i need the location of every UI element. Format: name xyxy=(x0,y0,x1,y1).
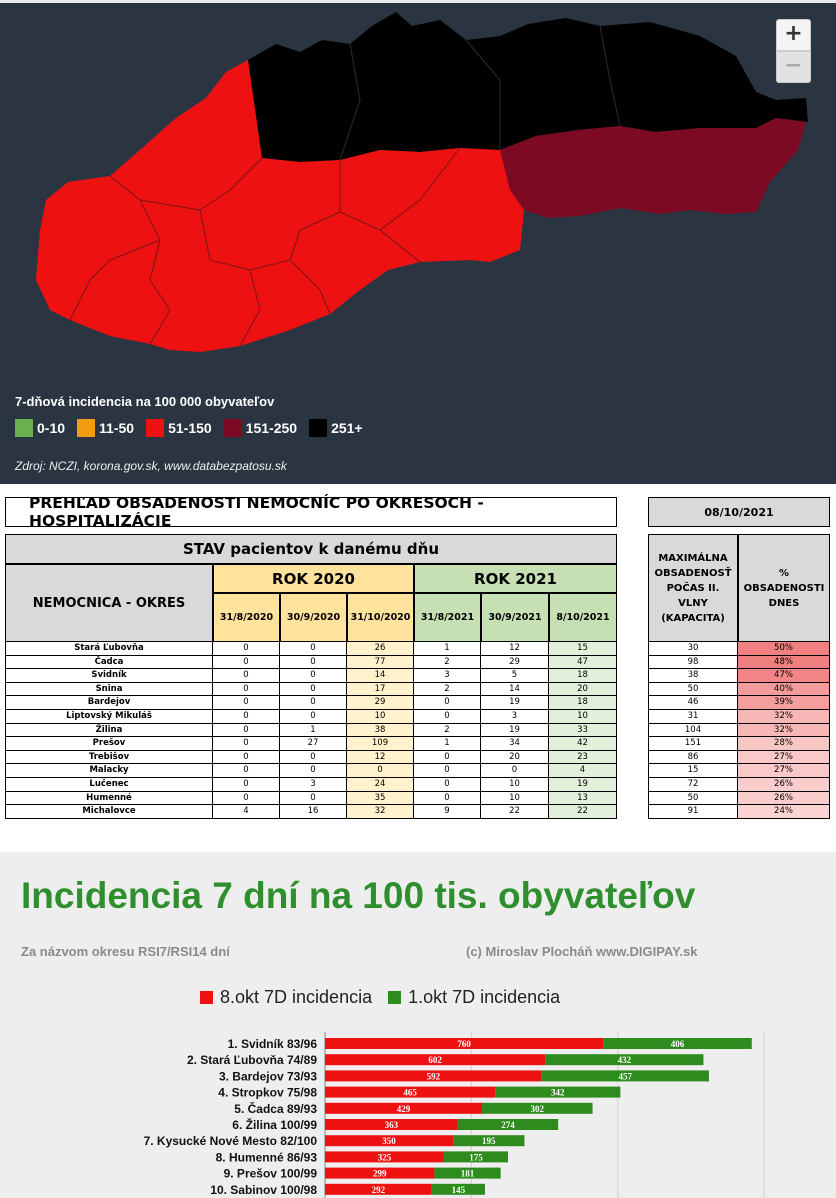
table-cell: 0 xyxy=(213,751,280,765)
table-cell: 3 xyxy=(414,669,481,683)
table-date: 08/10/2021 xyxy=(648,497,830,527)
table-cell: 0 xyxy=(280,764,347,778)
table-row xyxy=(648,805,830,819)
table-row xyxy=(648,778,830,792)
legend-swatch xyxy=(224,419,242,437)
table-cell: 34 xyxy=(481,737,549,751)
table-cell: 3 xyxy=(280,778,347,792)
table-cell: 29 xyxy=(347,696,414,710)
max-capacity-cell: 72 xyxy=(648,778,738,792)
data-label: 363 xyxy=(384,1120,399,1130)
table-row xyxy=(648,656,830,670)
pct-occupancy-cell: 32% xyxy=(738,724,830,738)
table-cell: 0 xyxy=(213,710,280,724)
pct-occupancy-cell: 39% xyxy=(738,696,830,710)
table-row xyxy=(5,805,617,819)
category-label: 4. Stropkov 75/98 xyxy=(218,1085,317,1100)
map-source: Zdroj: NCZI, korona.gov.sk, www.databezpatosu.sk xyxy=(15,459,287,473)
legend-label: 251+ xyxy=(331,420,363,436)
table-cell: 0 xyxy=(213,642,280,656)
rok2020-header: ROK 2020 xyxy=(213,564,414,593)
max-capacity-cell: 31 xyxy=(648,710,738,724)
legend-label: 0-10 xyxy=(37,420,66,436)
table-cell: 10 xyxy=(549,710,617,724)
hospital-name: Malacky xyxy=(5,764,213,778)
data-label: 602 xyxy=(428,1055,442,1066)
table-title: PREHĽAD OBSADENOSTI NEMOCNÍC PO OKRESOCH - HOSPITALIZÁCIE xyxy=(5,497,617,527)
table-cell: 0 xyxy=(213,669,280,683)
table-cell: 0 xyxy=(414,778,481,792)
table-row xyxy=(5,642,617,656)
legend-item xyxy=(77,419,134,437)
hospital-name: Liptovský Mikuláš xyxy=(5,710,213,724)
table-row xyxy=(5,792,617,806)
table-cell: 19 xyxy=(549,778,617,792)
table-cell: 5 xyxy=(481,669,549,683)
table-cell: 47 xyxy=(549,656,617,670)
pct-occupancy-cell: 50% xyxy=(738,642,830,656)
zoom-out-button[interactable]: − xyxy=(776,51,811,83)
category-label: 9. Prešov 100/99 xyxy=(223,1166,317,1181)
table-cell: 24 xyxy=(347,778,414,792)
data-label: 181 xyxy=(460,1168,475,1179)
data-label: 592 xyxy=(426,1071,441,1082)
hospital-name: Snina xyxy=(5,683,213,697)
table-cell: 0 xyxy=(213,764,280,778)
category-label: 3. Bardejov 73/93 xyxy=(218,1069,317,1084)
table-row xyxy=(5,683,617,697)
table-cell: 13 xyxy=(549,792,617,806)
table-cell: 0 xyxy=(347,764,414,778)
data-label: 760 xyxy=(457,1039,471,1049)
hospital-name: Žilina xyxy=(5,724,213,738)
max-capacity-cell: 86 xyxy=(648,751,738,765)
category-label: 10. Sabinov 100/98 xyxy=(210,1182,317,1197)
legend-item xyxy=(15,419,65,437)
date-header: 8/10/2021 xyxy=(549,593,617,642)
table-cell: 2 xyxy=(414,724,481,738)
data-label: 342 xyxy=(551,1087,565,1098)
table-cell: 38 xyxy=(347,724,414,738)
table-cell: 1 xyxy=(280,724,347,738)
table-row xyxy=(648,764,830,778)
slovakia-map-shape xyxy=(0,0,836,484)
table-body-right xyxy=(648,642,830,819)
table-cell: 0 xyxy=(213,656,280,670)
table-cell: 18 xyxy=(549,696,617,710)
data-label: 195 xyxy=(482,1136,496,1147)
table-row xyxy=(648,751,830,765)
table-row xyxy=(5,669,617,683)
data-label: 457 xyxy=(618,1071,633,1082)
pct-occupancy-cell: 26% xyxy=(738,778,830,792)
table-cell: 0 xyxy=(280,710,347,724)
data-label: 175 xyxy=(469,1152,483,1163)
rok2021-header: ROK 2021 xyxy=(414,564,617,593)
table-cell: 19 xyxy=(481,696,549,710)
category-label: 2. Stará Ľubovňa 74/89 xyxy=(186,1053,317,1068)
max-capacity-cell: 98 xyxy=(648,656,738,670)
table-cell: 15 xyxy=(549,642,617,656)
table-row xyxy=(648,683,830,697)
chart-credit: (c) Miroslav Plocháň www.DIGIPAY.sk xyxy=(466,944,698,959)
date-header: 31/8/2020 xyxy=(213,593,280,642)
table-cell: 77 xyxy=(347,656,414,670)
table-cell: 0 xyxy=(213,737,280,751)
table-cell: 10 xyxy=(481,778,549,792)
table-cell: 10 xyxy=(347,710,414,724)
data-label: 432 xyxy=(617,1055,632,1066)
legend-item xyxy=(309,419,363,437)
table-row xyxy=(648,669,830,683)
table-cell: 0 xyxy=(414,696,481,710)
table-cell: 1 xyxy=(414,737,481,751)
table-cell: 3 xyxy=(481,710,549,724)
legend-swatch xyxy=(15,419,33,437)
legend-label: 151-250 xyxy=(245,420,298,436)
table-cell: 19 xyxy=(481,724,549,738)
table-cell: 14 xyxy=(347,669,414,683)
incidence-map[interactable] xyxy=(0,0,836,484)
data-label: 302 xyxy=(530,1103,545,1114)
table-cell: 17 xyxy=(347,683,414,697)
max-capacity-cell: 50 xyxy=(648,683,738,697)
data-label: 274 xyxy=(501,1120,515,1130)
zoom-in-button[interactable]: + xyxy=(776,19,811,51)
table-row xyxy=(5,696,617,710)
category-label: 5. Čadca 89/93 xyxy=(234,1101,317,1116)
pct-occupancy-cell: 26% xyxy=(738,792,830,806)
legend-label: 8.okt 7D incidencia xyxy=(220,987,373,1007)
max-capacity-cell: 38 xyxy=(648,669,738,683)
hospital-name: Stará Ľubovňa xyxy=(5,642,213,656)
table-row xyxy=(648,792,830,806)
category-label: 7. Kysucké Nové Mesto 82/100 xyxy=(143,1134,317,1149)
hospital-name: Prešov xyxy=(5,737,213,751)
nemocnica-header: NEMOCNICA - OKRES xyxy=(5,564,213,642)
max-capacity-cell: 50 xyxy=(648,792,738,806)
date-header: 30/9/2020 xyxy=(280,593,347,642)
table-cell: 20 xyxy=(549,683,617,697)
pct-occupancy-header: % OBSADENOSTI DNES xyxy=(738,534,830,642)
table-row xyxy=(5,778,617,792)
table-cell: 42 xyxy=(549,737,617,751)
table-row xyxy=(648,710,830,724)
table-body xyxy=(5,642,617,819)
pct-occupancy-cell: 24% xyxy=(738,805,830,819)
table-cell: 32 xyxy=(347,805,414,819)
table-cell: 0 xyxy=(213,724,280,738)
data-label: 145 xyxy=(451,1184,466,1195)
table-row xyxy=(5,764,617,778)
table-cell: 12 xyxy=(347,751,414,765)
pct-occupancy-cell: 28% xyxy=(738,737,830,751)
table-row xyxy=(648,737,830,751)
hospital-name: Lučenec xyxy=(5,778,213,792)
table-cell: 0 xyxy=(280,656,347,670)
legend-label: 51-150 xyxy=(168,420,212,436)
bar-plot xyxy=(0,852,836,1198)
legend-swatch xyxy=(309,419,327,437)
table-cell: 23 xyxy=(549,751,617,765)
table-cell: 0 xyxy=(414,751,481,765)
data-label: 325 xyxy=(377,1152,392,1163)
table-cell: 20 xyxy=(481,751,549,765)
table-cell: 0 xyxy=(280,683,347,697)
table-cell: 22 xyxy=(481,805,549,819)
legend-swatch xyxy=(146,419,164,437)
data-label: 350 xyxy=(382,1136,396,1147)
category-label: 1. Svidník 83/96 xyxy=(227,1037,317,1051)
incidence-bar-chart xyxy=(0,852,836,1198)
max-capacity-cell: 46 xyxy=(648,696,738,710)
category-label: 6. Žilina 100/99 xyxy=(232,1118,317,1132)
table-cell: 22 xyxy=(549,805,617,819)
max-capacity-cell: 151 xyxy=(648,737,738,751)
pct-occupancy-cell: 27% xyxy=(738,751,830,765)
table-cell: 0 xyxy=(213,778,280,792)
table-cell: 35 xyxy=(347,792,414,806)
hospital-name: Michalovce xyxy=(5,805,213,819)
data-label: 299 xyxy=(372,1168,387,1179)
hospital-name: Humenné xyxy=(5,792,213,806)
data-label: 465 xyxy=(403,1087,417,1098)
data-label: 429 xyxy=(396,1103,411,1114)
hospital-name: Trebišov xyxy=(5,751,213,765)
table-cell: 16 xyxy=(280,805,347,819)
hospital-name: Svidník xyxy=(5,669,213,683)
max-capacity-cell: 104 xyxy=(648,724,738,738)
table-cell: 0 xyxy=(280,792,347,806)
category-label: 8. Humenné 86/93 xyxy=(215,1150,317,1165)
table-cell: 29 xyxy=(481,656,549,670)
table-cell: 27 xyxy=(280,737,347,751)
table-row xyxy=(648,696,830,710)
map-legend xyxy=(15,419,375,437)
table-cell: 18 xyxy=(549,669,617,683)
table-cell: 109 xyxy=(347,737,414,751)
pct-occupancy-cell: 48% xyxy=(738,656,830,670)
legend-label: 11-50 xyxy=(99,420,135,436)
table-cell: 2 xyxy=(414,656,481,670)
table-row xyxy=(5,737,617,751)
table-cell: 0 xyxy=(414,792,481,806)
table-cell: 0 xyxy=(213,792,280,806)
table-cell: 4 xyxy=(213,805,280,819)
pct-occupancy-cell: 47% xyxy=(738,669,830,683)
table-cell: 4 xyxy=(549,764,617,778)
max-capacity-cell: 30 xyxy=(648,642,738,656)
hospital-name: Čadca xyxy=(5,656,213,670)
table-cell: 0 xyxy=(213,696,280,710)
table-cell: 0 xyxy=(280,696,347,710)
max-capacity-header: MAXIMÁLNA OBSADENOSŤ POČAS II. VLNY (KAPACITA) xyxy=(648,534,738,642)
table-cell: 0 xyxy=(280,751,347,765)
date-header: 31/10/2020 xyxy=(347,593,414,642)
table-cell: 0 xyxy=(414,764,481,778)
max-capacity-cell: 91 xyxy=(648,805,738,819)
table-cell: 2 xyxy=(414,683,481,697)
table-cell: 0 xyxy=(481,764,549,778)
table-cell: 9 xyxy=(414,805,481,819)
table-cell: 33 xyxy=(549,724,617,738)
hospital-occupancy-table xyxy=(0,484,836,848)
legend-swatch xyxy=(77,419,95,437)
table-cell: 26 xyxy=(347,642,414,656)
table-row xyxy=(648,642,830,656)
table-row xyxy=(5,751,617,765)
legend-item xyxy=(146,419,212,437)
table-cell: 0 xyxy=(280,642,347,656)
chart-title: Incidencia 7 dní na 100 tis. obyvateľov xyxy=(21,875,696,916)
date-header: 31/8/2021 xyxy=(414,593,481,642)
pct-occupancy-cell: 40% xyxy=(738,683,830,697)
table-row xyxy=(5,710,617,724)
max-capacity-cell: 15 xyxy=(648,764,738,778)
table-cell: 0 xyxy=(414,710,481,724)
legend-label: 1.okt 7D incidencia xyxy=(408,987,561,1007)
chart-subtitle: Za názvom okresu RSI7/RSI14 dní xyxy=(21,944,230,959)
date-header: 30/9/2021 xyxy=(481,593,549,642)
table-row xyxy=(5,724,617,738)
table-cell: 0 xyxy=(280,669,347,683)
table-cell: 1 xyxy=(414,642,481,656)
table-cell: 14 xyxy=(481,683,549,697)
pct-occupancy-cell: 27% xyxy=(738,764,830,778)
table-cell: 0 xyxy=(213,683,280,697)
pct-occupancy-cell: 32% xyxy=(738,710,830,724)
table-row xyxy=(648,724,830,738)
table-row xyxy=(5,656,617,670)
hospital-name: Bardejov xyxy=(5,696,213,710)
data-label: 292 xyxy=(371,1184,386,1195)
table-cell: 12 xyxy=(481,642,549,656)
table-stav-header: STAV pacientov k danému dňu xyxy=(5,534,617,564)
data-label: 406 xyxy=(670,1039,685,1049)
map-legend-title: 7-dňová incidencia na 100 000 obyvateľov xyxy=(15,394,275,409)
legend-item xyxy=(224,419,297,437)
table-cell: 10 xyxy=(481,792,549,806)
